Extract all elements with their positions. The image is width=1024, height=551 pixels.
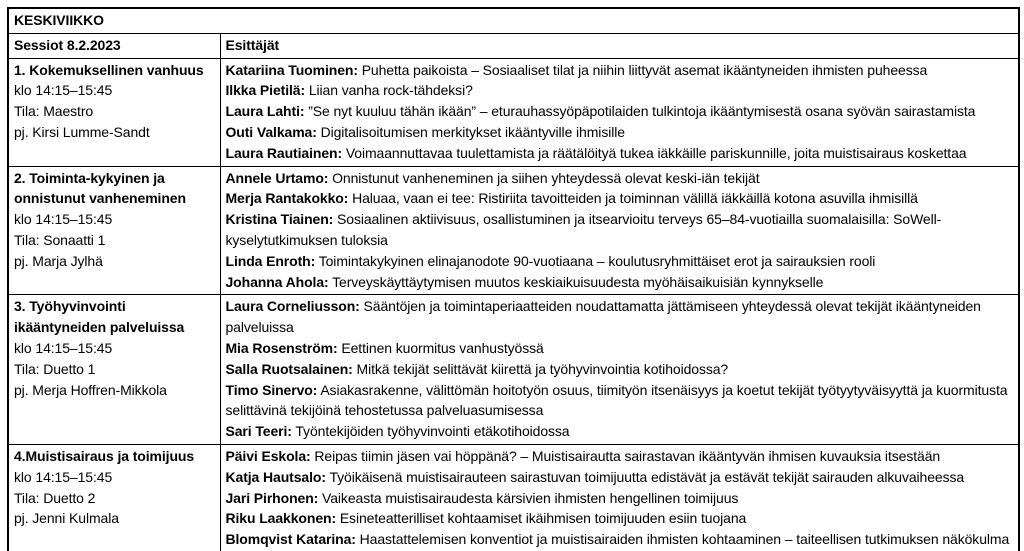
speaker-name: Sari Teeri:	[225, 423, 292, 440]
session-info-cell	[8, 58, 220, 166]
presentation-item: Ilkka Pietilä: Liian vanha rock-tähdeksi?	[225, 82, 473, 99]
session-row	[8, 295, 1019, 445]
speaker-name: Katariina Tuominen:	[225, 61, 358, 78]
session-name: 3. Työhyvinvointi ikääntyneiden palveluissa	[14, 298, 185, 336]
presentation-item: Katariina Tuominen: Puhetta paikoista – Sosiaaliset tilat ja niihin liittyvät asemat ikääntyneiden ihmisten puheessa	[225, 61, 928, 78]
presentation-item: Blomqvist Katarina: Haastattelemisen konventiot ja muistisairaiden ihmisten kohtaaminen – taiteellisen tutkimuksen näkökulma	[225, 531, 1010, 548]
title-row	[8, 8, 1019, 33]
session-room: Tila: Duetto 2	[14, 489, 96, 506]
session-info-cell	[8, 166, 220, 295]
presentation-item: Laura Lahti: ”Se nyt kuuluu tähän ikään” – eturauhassyöpäpotilaiden tulkintoja ikääntymisestä osana syövän sairastamista	[225, 103, 976, 120]
speaker-name: Timo Sinervo:	[225, 381, 318, 398]
presentation-item: Timo Sinervo: Asiakasrakenne, välittömän hoitotyön osuus, tiimityön itsenäisyys ja koetut tekijät työtyytyväisyyttä ja kuormitusta selittävinä tekijöinä tehostetussa palveluasumisessa	[225, 381, 1008, 419]
speaker-name: Outi Valkama:	[225, 123, 317, 140]
speaker-name: Laura Lahti:	[225, 103, 305, 120]
presentations-cell	[220, 166, 1019, 295]
session-name: 1. Kokemuksellinen vanhuus	[14, 61, 204, 78]
session-chair: pj. Jenni Kulmala	[14, 510, 119, 527]
column-header-row	[8, 33, 1019, 58]
speaker-name: Annele Urtamo:	[225, 169, 329, 186]
speaker-name: Laura Corneliusson:	[225, 298, 360, 315]
speaker-name: Mia Rosenström:	[225, 339, 338, 356]
presentation-item: Jari Pirhonen: Vaikeasta muistisairaudesta kärsivien ihmisten hengellinen toimijuus	[225, 489, 739, 506]
speaker-name: Riku Laakkonen:	[225, 510, 337, 527]
speaker-name: Merja Rantakokko:	[225, 190, 349, 207]
presentation-item: Linda Enroth: Toimintakykyinen elinajanodote 90-vuotiaana – koulutusryhmittäiset erot ja sairauksien rooli	[225, 252, 876, 269]
presentation-item: Katja Hautsalo: Työikäisenä muistisairauteen sairastuvan toimijuutta edistävät ja estävät tekijät sairauden alkuvaiheessa	[225, 468, 965, 485]
presentation-item: Laura Corneliusson: Sääntöjen ja toimintaperiaatteiden noudattamatta jättämiseen yhteydessä olevat tekijät ikääntyneiden palveluissa	[225, 298, 981, 336]
session-time: klo 14:15–15:45	[14, 82, 113, 99]
session-room: Tila: Duetto 1	[14, 360, 96, 377]
session-chair: pj. Merja Hoffren-Mikkola	[14, 381, 167, 398]
presentation-item: Mia Rosenström: Eettinen kuormitus vanhustyössä	[225, 339, 544, 356]
session-room: Tila: Sonaatti 1	[14, 231, 106, 248]
session-info-cell	[8, 295, 220, 445]
presentations-cell	[220, 58, 1019, 166]
session-row	[8, 58, 1019, 166]
session-name: 4.Muistisairaus ja toimijuus	[14, 447, 195, 464]
speaker-name: Päivi Eskola:	[225, 447, 311, 464]
session-time: klo 14:15–15:45	[14, 211, 113, 228]
presentations-cell	[220, 295, 1019, 445]
session-info-cell	[8, 444, 220, 551]
presentation-item: Laura Rautiainen: Voimaannuttavaa tuulettamista ja räätälöityä tukea iäkkäille pariskunnille, joita muistisairaus koskettaa	[225, 144, 967, 161]
session-room: Tila: Maestro	[14, 103, 94, 120]
speaker-name: Johanna Ahola:	[225, 273, 329, 290]
speaker-name: Katja Hautsalo:	[225, 468, 326, 485]
page-title: KESKIVIIKKO	[8, 8, 1019, 33]
column-header-sessions: Sessiot 8.2.2023	[8, 33, 220, 58]
speaker-name: Salla Ruotsalainen:	[225, 360, 353, 377]
presentation-item: Salla Ruotsalainen: Mitkä tekijät selittävät kiirettä ja työhyvinvointia kotihoidossa?	[225, 360, 729, 377]
session-row	[8, 166, 1019, 295]
speaker-name: Ilkka Pietilä:	[225, 82, 306, 99]
presentation-item: Päivi Eskola: Reipas tiimin jäsen vai höppänä? – Muistisairautta sairastavan ikääntyvän ihmisen kuvauksia itsestään	[225, 447, 941, 464]
presentation-item: Sari Teeri: Työntekijöiden työhyvinvointi etäkotihoidossa	[225, 423, 570, 440]
presentation-item: Merja Rantakokko: Haluaa, vaan ei tee: Ristiriita tavoitteiden ja toiminnan välillä iäkkäillä kotona asuvilla ihmisillä	[225, 190, 918, 207]
schedule-table	[7, 7, 1020, 551]
column-header-presenters: Esittäjät	[220, 33, 1019, 58]
speaker-name: Jari Pirhonen:	[225, 489, 319, 506]
presentation-item: Outi Valkama: Digitalisoitumisen merkitykset ikääntyville ihmisille	[225, 123, 625, 140]
schedule-table-body	[8, 58, 1019, 551]
presentation-item: Kristina Tiainen: Sosiaalinen aktiivisuus, osallistuminen ja itsearvioitu terveys 65–84-vuotiailla suomalaisilla: SoWell-kyselytutkimuksen tuloksia	[225, 211, 942, 248]
speaker-name: Blomqvist Katarina:	[225, 531, 356, 548]
speaker-name: Kristina Tiainen:	[225, 211, 334, 228]
session-row	[8, 444, 1019, 551]
presentation-item: Annele Urtamo: Onnistunut vanheneminen ja siihen yhteydessä olevat keski-iän tekijät	[225, 169, 760, 186]
presentation-item: Riku Laakkonen: Esineteatterilliset kohtaamiset ikäihmisen toimijuuden esiin tuojana	[225, 510, 747, 527]
session-chair: pj. Marja Jylhä	[14, 252, 103, 269]
speaker-name: Linda Enroth:	[225, 252, 316, 269]
presentations-cell	[220, 444, 1019, 551]
presentation-item: Johanna Ahola: Terveyskäyttäytymisen muutos keskiaikuisuudesta myöhäisaikuisiän kynnykselle	[225, 273, 824, 290]
session-chair: pj. Kirsi Lumme-Sandt	[14, 123, 150, 140]
speaker-name: Laura Rautiainen:	[225, 144, 343, 161]
session-time: klo 14:15–15:45	[14, 339, 113, 356]
session-time: klo 14:15–15:45	[14, 468, 113, 485]
session-name: 2. Toiminta-kykyinen ja onnistunut vanheneminen	[14, 169, 186, 207]
